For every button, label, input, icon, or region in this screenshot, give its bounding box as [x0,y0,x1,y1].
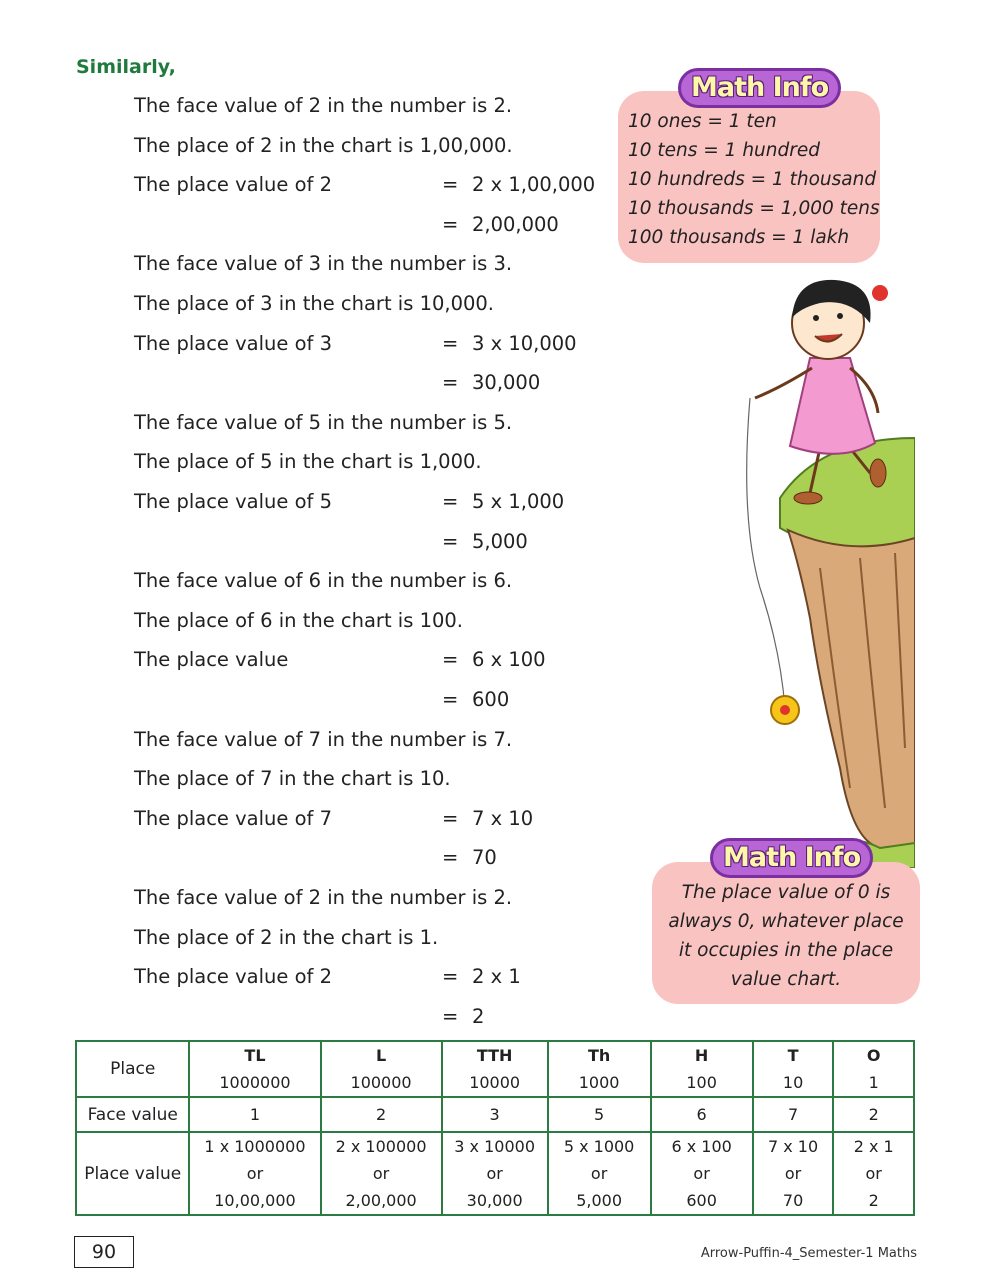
place-cell [753,1041,834,1097]
place-value-result: 2 [472,1004,485,1028]
face-value-cell [442,1097,548,1132]
place-abbr: O [866,1046,881,1065]
math-info-line: 10 thousands = 1,000 tens [628,198,880,219]
or-text: or [486,1164,503,1183]
place-value-expression: 2 x 1 [472,965,521,989]
face-value-sentence: The face value of 2 in the number is 2. [134,886,513,909]
place-value-result: 2,00,000 [472,212,559,236]
place-value-expression: 6 x 100 [472,648,546,672]
place-value-table [75,1040,915,1216]
math-info-box-1 [618,91,880,263]
place-value-expression: 3 x 10000 [454,1137,535,1156]
place-value-label: The place value of 5 [134,490,332,513]
row-label-face-value: Face value [76,1097,189,1132]
place-value-cell [189,1132,320,1215]
place-sentence: The place of 2 in the chart is 1. [134,925,439,949]
math-info-line: 100 thousands = 1 lakh [628,227,850,248]
place-sentence: The place of 3 in the chart is 10,000. [134,292,494,315]
or-text: or [246,1164,264,1183]
or-text: or [784,1164,802,1183]
math-info-line: value chart. [730,969,842,990]
equals-sign: = [442,688,459,711]
place-cell [548,1041,651,1097]
place-cell [189,1041,320,1097]
or-text: or [693,1164,710,1183]
place-abbr: H [694,1046,709,1065]
place-value-result: 70 [472,846,497,870]
math-info-line: 10 tens = 1 hundred [628,140,820,161]
place-cell [833,1041,914,1097]
face-value: 7 [787,1105,799,1124]
place-cell [651,1041,753,1097]
girl-with-yoyo-on-cliff-illustration [700,268,915,868]
place-sentence: The place of 6 in the chart is 100. [134,608,463,632]
place-value-expression: 5 x 1000 [563,1137,635,1156]
or-text: or [372,1164,390,1183]
face-value-sentence: The face value of 7 in the number is 7. [134,727,513,751]
place-value-number: 2,00,000 [345,1191,417,1210]
place-abbr: TL [244,1046,266,1065]
place-value-number: 5,000 [576,1191,622,1210]
face-value: 3 [489,1105,500,1124]
place-number: 1 [868,1073,879,1092]
equals-sign: = [442,806,459,830]
table-row-place-value [76,1132,914,1215]
place-sentence: The place of 2 in the chart is 1,00,000. [134,133,513,157]
place-value-number: 10,00,000 [214,1191,296,1210]
face-value-cell [651,1097,753,1132]
math-info-line: always 0, whatever place [668,911,904,932]
place-value-expression: 2 x 1 [853,1137,894,1156]
table-row-place [76,1041,914,1097]
place-number: 1000000 [219,1073,291,1092]
place-sentence: The place of 5 in the chart is 1,000. [134,450,482,474]
math-info-line: it occupies in the place [678,940,894,961]
equals-sign: = [442,529,459,553]
face-value: 1 [249,1105,261,1124]
place-value-expression: 2 x 1,00,000 [472,173,596,197]
place-value-expression: 3 x 10,000 [472,331,577,355]
place-value-cell [833,1132,914,1215]
place-value-cell [442,1132,548,1215]
place-value-expression: 7 x 10 [767,1137,819,1156]
place-value-result: 5,000 [472,529,528,553]
place-value-number: 2 [868,1191,879,1210]
math-info-title-1: Math Info [678,68,841,108]
place-value-label: The place value of 7 [134,806,332,830]
math-info-box-2 [652,862,920,1004]
place-value-cell [651,1132,753,1215]
face-value-sentence: The face value of 6 in the number is 6. [134,569,513,593]
place-value-expression: 6 x 100 [671,1137,732,1156]
place-value-label: The place value of 3 [134,331,332,355]
place-value-label: The place value [134,648,289,672]
face-value-sentence: The face value of 2 in the number is 2. [134,94,513,117]
face-value: 5 [594,1105,605,1124]
place-number: 100000 [350,1073,412,1092]
equals-sign: = [442,173,459,197]
or-text: or [865,1164,882,1183]
place-value-cell [321,1132,442,1215]
equals-sign: = [442,846,459,870]
or-text: or [590,1164,608,1183]
place-cell [321,1041,442,1097]
place-value-number: 70 [782,1191,804,1210]
math-info-title-2: Math Info [710,838,873,878]
place-value-cell [753,1132,834,1215]
face-value-cell [548,1097,651,1132]
face-value-sentence: The face value of 5 in the number is 5. [134,410,513,434]
face-value: 2 [868,1105,879,1124]
place-value-expression: 5 x 1,000 [472,490,565,513]
page-number: 90 [74,1236,134,1268]
place-number: 10000 [469,1073,521,1092]
face-value-sentence: The face value of 3 in the number is 3. [134,252,513,276]
math-info-line: 10 ones = 1 ten [628,111,777,132]
math-info-line: The place value of 0 is [681,882,891,903]
place-abbr: T [787,1046,799,1065]
equals-sign: = [442,371,459,395]
table-row-face-value [76,1097,914,1132]
place-number: 10 [782,1073,804,1092]
equals-sign: = [442,648,459,672]
face-value: 6 [696,1105,707,1124]
place-value-number: 30,000 [466,1191,523,1210]
equals-sign: = [442,490,459,513]
place-abbr: TTH [476,1046,513,1065]
place-number: 100 [686,1073,717,1092]
place-number: 1000 [578,1073,620,1092]
equals-sign: = [442,1004,459,1028]
equals-sign: = [442,331,459,355]
place-value-label: The place value of 2 [134,965,332,989]
place-sentence: The place of 7 in the chart is 10. [134,767,451,791]
place-value-expression: 7 x 10 [472,806,534,830]
face-value: 2 [375,1105,387,1124]
section-heading: Similarly, [76,56,176,78]
face-value-cell [321,1097,442,1132]
place-value-result: 600 [472,688,510,711]
footer-text: Arrow-Puffin-4_Semester-1 Maths [700,1246,917,1261]
equals-sign: = [442,212,459,236]
face-value-cell [753,1097,834,1132]
place-value-result: 30,000 [472,371,541,395]
math-info-line: 10 hundreds = 1 thousand [628,169,877,190]
place-value-label: The place value of 2 [134,173,332,197]
place-value-expression: 1 x 1000000 [204,1137,306,1156]
row-label-place: Place [76,1041,189,1097]
place-abbr: L [375,1046,387,1065]
face-value-cell [833,1097,914,1132]
place-cell [442,1041,548,1097]
place-abbr: Th [587,1046,611,1065]
face-value-cell [189,1097,320,1132]
row-label-place-value: Place value [76,1132,189,1215]
place-value-cell [548,1132,651,1215]
equals-sign: = [442,965,459,989]
place-value-expression: 2 x 100000 [335,1137,427,1156]
place-value-number: 600 [686,1191,717,1210]
